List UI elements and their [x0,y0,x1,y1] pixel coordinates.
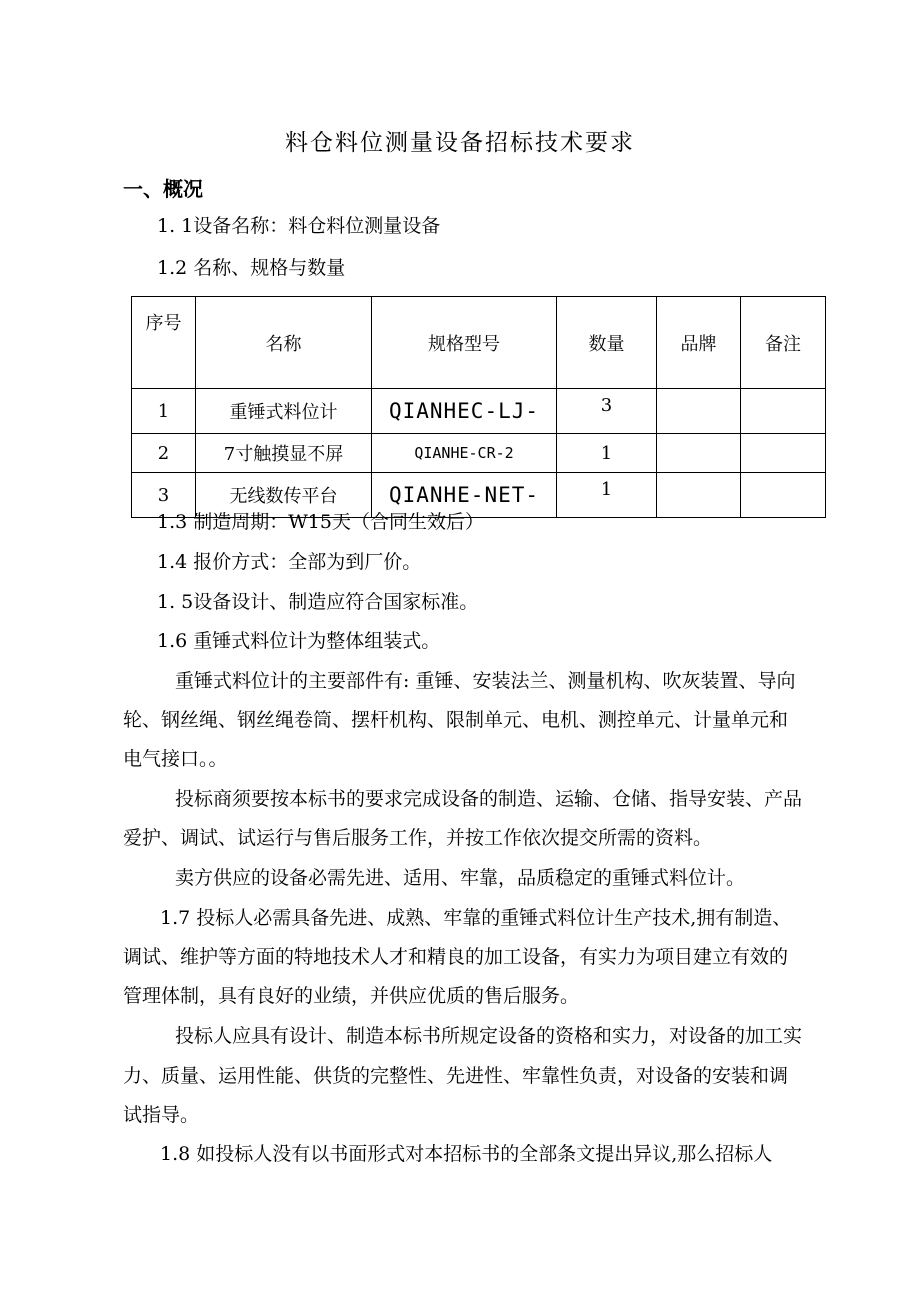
cell-brand [657,389,741,434]
paragraph-supplier: 卖方供应的设备必需先进、适用、牢靠，品质稳定的重锤式料位计。 [175,867,746,889]
cell-seq: 3 [132,473,196,518]
cell-seq: 2 [132,434,196,473]
item-1-1: 1. 1设备名称：料仓料位测量设备 [157,215,441,237]
item-1-7-line3: 管理体制，具有良好的业绩，并供应优质的售后服务。 [123,985,580,1007]
cell-model: QIANHE-NET- [372,473,557,518]
section-heading-overview: 一、概况 [123,177,203,201]
item-1-3: 1.3 制造周期：W15天（合同生效后） [157,511,484,533]
header-seq: 序号 [132,297,196,389]
item-1-5: 1. 5设备设计、制造应符合国家标准。 [157,591,479,613]
cell-model: QIANHE-CR-2 [372,434,557,473]
paragraph-qualification-line1: 投标人应具有设计、制造本标书所规定设备的资格和实力，对设备的加工实 [175,1025,803,1047]
cell-note [741,434,826,473]
item-1-2: 1.2 名称、规格与数量 [157,257,346,279]
cell-note [741,389,826,434]
header-qty: 数量 [557,297,657,389]
paragraph-bidder-line1: 投标商须要按本标书的要求完成设备的制造、运输、仓储、指导安装、产品 [175,788,803,810]
header-name: 名称 [196,297,372,389]
paragraph-components-line3: 电气接口。。 [123,748,228,770]
item-1-7-line2: 调试、维护等方面的特地技术人才和精良的加工设备，有实力为项目建立有效的 [123,946,789,968]
cell-model: QIANHEC-LJ- [372,389,557,434]
header-note: 备注 [741,297,826,389]
header-model: 规格型号 [372,297,557,389]
paragraph-qualification-line3: 试指导。 [123,1104,200,1126]
paragraph-components-line2: 轮、钢丝绳、钢丝绳卷筒、摆杆机构、限制单元、电机、测控单元、计量单元和 [123,709,789,731]
cell-brand [657,473,741,518]
item-1-4: 1.4 报价方式：全部为到厂价。 [157,551,422,573]
table-row [132,389,826,434]
paragraph-components-line1: 重锤式料位计的主要部件有: 重锤、安装法兰、测量机构、吹灰装置、导向 [175,670,796,692]
table-header-row [132,297,826,389]
header-brand: 品牌 [657,297,741,389]
cell-note [741,473,826,518]
cell-name: 7寸触摸显不屏 [196,434,372,473]
cell-qty: 1 [557,473,657,518]
cell-brand [657,434,741,473]
item-1-8-line1: 1.8 如投标人没有以书面形式对本招标书的全部条文提出异议,那么招标人 [160,1143,773,1165]
paragraph-qualification-line2: 力、质量、运用性能、供货的完整性、先进性、牢靠性负责，对设备的安装和调 [123,1065,789,1087]
paragraph-bidder-line2: 爱护、调试、试运行与售后服务工作，并按工作依次提交所需的资料。 [123,827,713,849]
cell-seq: 1 [132,389,196,434]
item-1-6: 1.6 重锤式料位计为整体组装式。 [157,630,441,652]
document-title: 料仓料位测量设备招标技术要求 [285,130,635,156]
cell-qty: 3 [557,389,657,434]
cell-qty: 1 [557,434,657,473]
table-row [132,434,826,473]
cell-name: 无线数传平台 [196,473,372,518]
spec-table [131,296,826,518]
cell-name: 重锤式料位计 [196,389,372,434]
item-1-7-line1: 1.7 投标人必需具备先进、成熟、牢靠的重锤式料位计生产技术,拥有制造、 [160,907,792,929]
